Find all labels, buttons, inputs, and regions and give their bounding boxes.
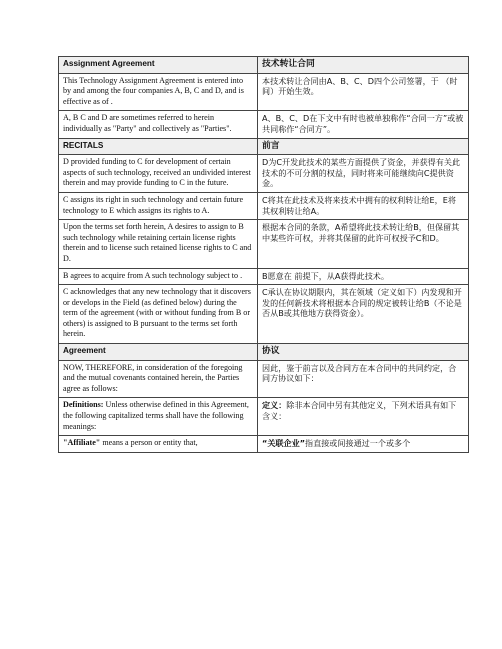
zh-definitions-cell (258, 398, 469, 436)
zh-heading: 前言 (258, 138, 469, 155)
table-row (59, 436, 469, 453)
en-term-lead: Definitions: (63, 400, 104, 410)
zh-paragraph: B愿意在 前提下，从A获得此技术。 (258, 268, 469, 285)
table-row (59, 360, 469, 398)
en-paragraph: Upon the terms set forth herein, A desires to assign to B such technology while retaining certain license rights therein and to license such retained license rights to C and D. (59, 220, 258, 268)
zh-heading: 技术转让合同 (258, 57, 469, 74)
en-paragraph: NOW, THEREFORE, in consideration of the foregoing and the mutual covenants contained herein, the Parties agree as follows: (59, 360, 258, 398)
en-paragraph: C assigns its right in such technology and certain future technology to E which assigns its rights to A. (59, 192, 258, 219)
en-heading: Assignment Agreement (59, 57, 258, 74)
zh-paragraph: 因此，鉴于前言以及合同方在本合同中的共同约定，合同方协议如下： (258, 360, 469, 398)
bilingual-contract-table (58, 56, 469, 453)
zh-paragraph: C承认在协议期限内，其在领域（定义如下）内发现和开发的任何新技术将根据本合同的规定被转让给B（不论是否从B或其他地方获得资金）。 (258, 285, 469, 344)
table-row (59, 73, 469, 111)
table-row (59, 398, 469, 436)
en-paragraph: This Technology Assignment Agreement is entered into by and among the four companies A, B, C and D, and is effective as of . (59, 73, 258, 111)
table-row (59, 344, 469, 361)
en-heading: Agreement (59, 344, 258, 361)
table-row (59, 220, 469, 268)
table-row (59, 285, 469, 344)
zh-paragraph: 根据本合同的条款，A希望将此技术转让给B，但保留其中某些许可权，并将其保留的此许可权授予C和D。 (258, 220, 469, 268)
zh-affiliate-cell (258, 436, 469, 453)
table-row (59, 57, 469, 74)
en-paragraph: B agrees to acquire from A such technology subject to . (59, 268, 258, 285)
en-heading: RECITALS (59, 138, 258, 155)
en-paragraph: D provided funding to C for development of certain aspects of such technology, received an undivided interest therein and may provide funding to C in the future. (59, 155, 258, 193)
zh-paragraph: A、B、C、D在下文中有时也被单独称作“合同一方”或被共同称作“合同方”。 (258, 111, 469, 138)
en-paragraph: Unless otherwise defined in this Agreement, the following capitalized terms shall have the following meanings: (63, 400, 249, 431)
table-row (59, 268, 469, 285)
en-affiliate-cell (59, 436, 258, 453)
table-row (59, 111, 469, 138)
zh-paragraph: 指直接或间接通过一个或多个 (305, 438, 411, 449)
zh-term-lead: “关联企业” (262, 438, 306, 449)
zh-paragraph: C将其在此技术及将来技术中拥有的权利转让给E，E将其权利转让给A。 (258, 192, 469, 219)
table-row (59, 155, 469, 193)
en-paragraph: C acknowledges that any new technology that it discovers or develops in the Field (as defined below) during the term of the agreement (with or without funding from B or others) is assigned to B pursuant to the terms set forth herein. (59, 285, 258, 344)
table-row (59, 138, 469, 155)
zh-paragraph: D为C开发此技术的某些方面提供了资金，并获得有关此技术的不可分割的权益，同时将来可能继续向C提供资金。 (258, 155, 469, 193)
en-paragraph: A, B C and D are sometimes referred to herein individually as "Party" and collectively as "Parties". (59, 111, 258, 138)
zh-heading: 协议 (258, 344, 469, 361)
zh-term-lead: 定义： (262, 400, 287, 411)
en-term-lead: "Affiliate" (63, 438, 101, 448)
zh-paragraph: 除非本合同中另有其他定义，下列术语具有如下含义： (262, 400, 457, 422)
en-paragraph: means a person or entity that, (100, 438, 198, 448)
en-definitions-cell (59, 398, 258, 436)
table-row (59, 192, 469, 219)
zh-paragraph: 本技术转让合同由A、B、C、D四个公司签署，于 （时间）开始生效。 (258, 73, 469, 111)
